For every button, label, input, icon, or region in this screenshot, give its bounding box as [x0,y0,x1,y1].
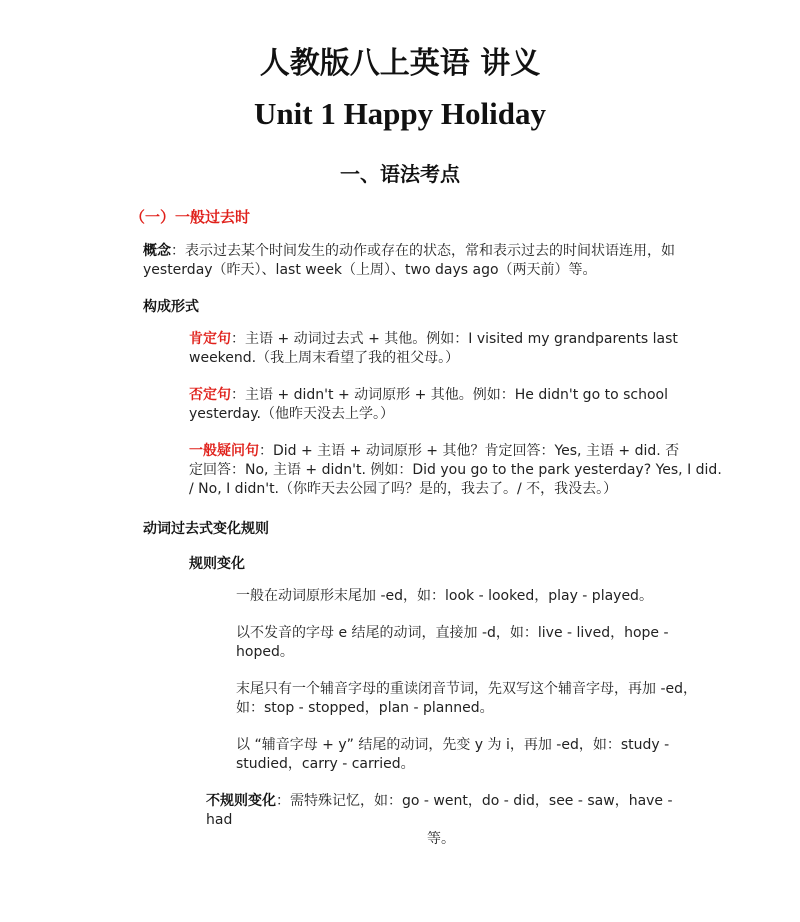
question-line-1: ：Did + 主语 + 动词原形 + 其他？肯定回答：Yes, 主语 + did. 否 [259,443,680,459]
negative-paragraph [189,386,668,424]
form-heading: 构成形式 [143,299,199,315]
document-title-english: Unit 1 Happy Holiday [254,96,546,131]
negative-label: 否定句 [189,387,231,403]
rule-4-line-2: studied，carry - carried。 [236,756,415,772]
rule-3-line-2: 如：stop - stopped，plan - planned。 [236,700,494,716]
concept-label: 概念 [143,243,171,259]
concept-line-2: yesterday（昨天）、last week（上周）、two days ago（两天前）等。 [143,262,597,278]
irregular-paragraph [206,792,676,849]
affirmative-paragraph [189,330,678,368]
rule-4-line-1: 以 “辅音字母 + y” 结尾的动词，先变 y 为 i，再加 -ed，如：study - [236,737,670,753]
question-line-2: 定回答：No, 主语 + didn't. 例如：Did you go to the park yesterday? Yes, I did. [189,462,722,478]
affirmative-label: 肯定句 [189,331,231,347]
subsection-heading: （一）一般过去时 [130,208,251,226]
negative-line-1: ：主语 + didn't + 动词原形 + 其他。例如：He didn't go to school [231,387,668,403]
affirmative-line-2: weekend.（我上周末看望了我的祖父母。） [189,350,460,366]
rule-2-line-2: hoped。 [236,644,294,660]
rule-4 [236,736,669,774]
affirmative-line-1: ：主语 + 动词过去式 + 其他。例如：I visited my grandparents last [231,331,678,347]
rule-3-line-1: 末尾只有一个辅音字母的重读闭音节词，先双写这个辅音字母，再加 -ed， [236,681,698,697]
rule-2 [236,624,669,662]
document-title-chinese: 人教版八上英语 讲义 [259,46,541,81]
rule-3 [236,680,697,718]
section-heading: 一、语法考点 [340,162,460,186]
rule-1: 一般在动词原形末尾加 -ed，如：look - looked，play - played。 [236,588,653,604]
rules-heading: 动词过去式变化规则 [143,521,269,537]
irregular-line-2: 等。 [427,831,455,847]
question-paragraph [189,442,722,499]
regular-heading: 规则变化 [189,556,245,572]
question-line-3: / No, I didn't.（你昨天去公园了吗？是的，我去了。/ 不，我没去。） [189,481,618,497]
irregular-line-1: ：需特殊记忆，如：go - went，do - did，see - saw，have - had [206,793,673,828]
concept-line-1: ：表示过去某个时间发生的动作或存在的状态，常和表示过去的时间状语连用，如 [171,243,675,259]
rule-2-line-1: 以不发音的字母 e 结尾的动词，直接加 -d，如：live - lived，hope - [236,625,669,641]
irregular-label: 不规则变化 [206,793,276,809]
concept-paragraph [143,242,675,280]
negative-line-2: yesterday.（他昨天没去上学。） [189,406,395,422]
question-label: 一般疑问句 [189,443,259,459]
